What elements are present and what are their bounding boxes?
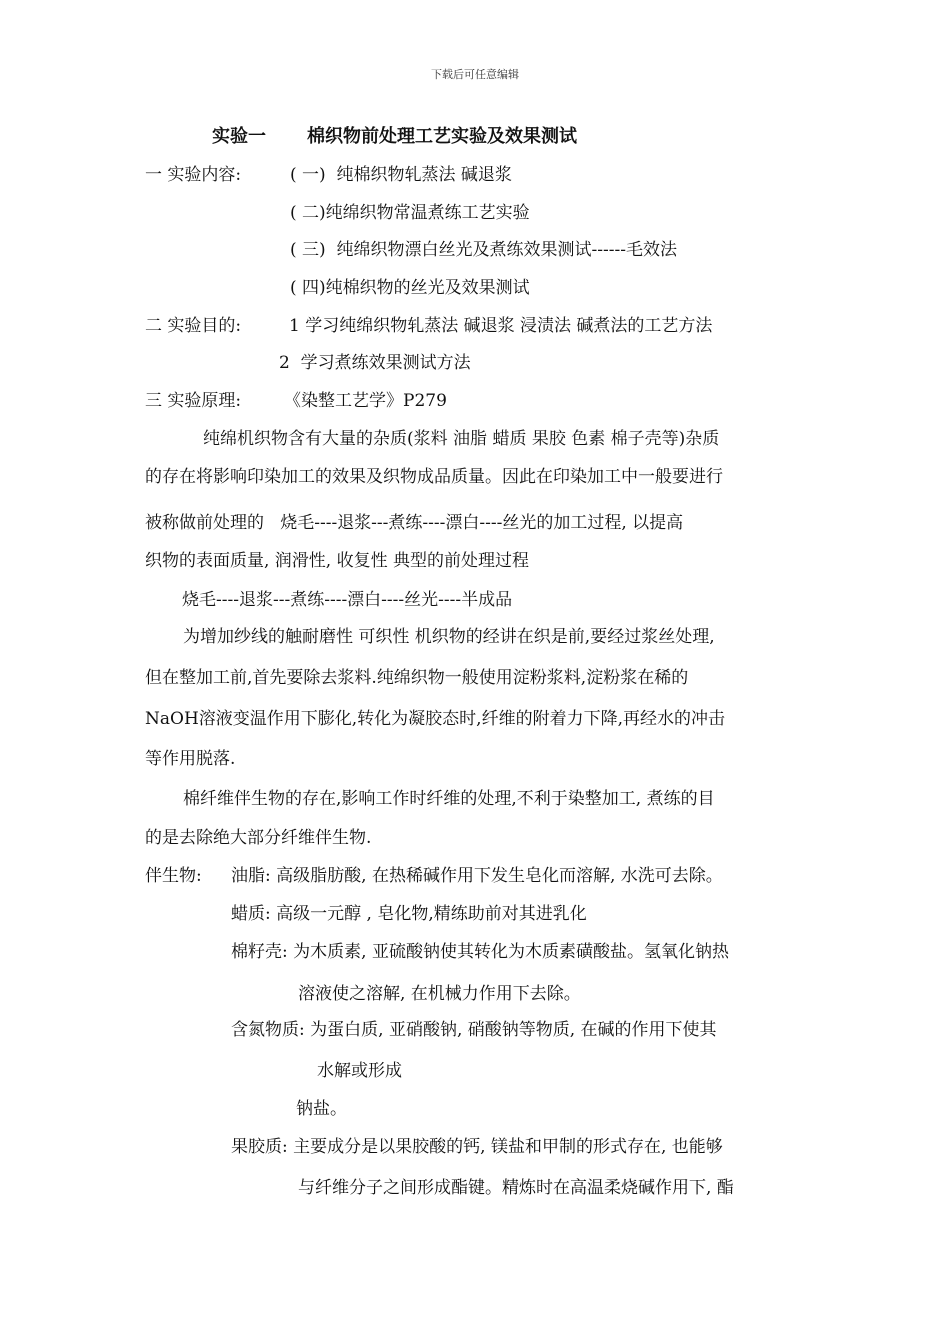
paragraph-line: 的是去除绝大部分纤维伴生物. <box>145 828 372 848</box>
paragraph-line: 纯绵机织物含有大量的杂质(浆料 油脂 蜡质 果胶 色素 棉子壳等)杂质 <box>203 429 720 449</box>
content-item: ( 四)纯棉织物的丝光及效果测试 <box>290 278 530 298</box>
paragraph-line: 被称做前处理的 烧毛----退浆---煮练----漂白----丝光的加工过程, 以提高 <box>145 513 684 533</box>
title-number: 实验一 <box>212 126 266 147</box>
paragraph-line: 等作用脱落. <box>145 749 236 769</box>
page-title: 棉织物前处理工艺实验及效果测试 <box>307 126 577 147</box>
content-item: ( 二)纯绵织物常温煮练工艺实验 <box>290 203 530 223</box>
byproduct-pectin: 果胶质: 主要成分是以果胶酸的钙, 镁盐和甲制的形式存在, 也能够 <box>231 1137 723 1157</box>
purpose-item: 1 学习纯绵织物轧蒸法 碱退浆 浸渍法 碱煮法的工艺方法 <box>289 316 713 336</box>
byproduct-shell-cont: 溶液使之溶解, 在机械力作用下去除。 <box>298 984 581 1004</box>
paragraph-line: 棉纤维伴生物的存在,影响工作时纤维的处理,不利于染整加工, 煮练的目 <box>183 789 715 809</box>
byproduct-nitrogen: 含氮物质: 为蛋白质, 亚硝酸钠, 硝酸钠等物质, 在碱的作用下使其 <box>231 1020 717 1040</box>
paragraph-line: NaOH溶液变温作用下膨化,转化为凝胶态时,纤维的附着力下降,再经水的冲击 <box>145 709 725 729</box>
paragraph-line: 但在整加工前,首先要除去浆料.纯绵织物一般使用淀粉浆料,淀粉浆在稀的 <box>145 668 689 688</box>
byproduct-shell: 棉籽壳: 为木质素, 亚硫酸钠使其转化为木质素磺酸盐。氢氧化钠热 <box>231 942 729 962</box>
section-principle-label: 三 实验原理: <box>145 391 242 411</box>
paragraph-line: 的存在将影响印染加工的效果及织物成品质量。因此在印染加工中一般要进行 <box>145 467 723 487</box>
byproduct-nitrogen-cont: 水解或形成 <box>317 1061 402 1081</box>
content-item: ( 三) 纯绵织物漂白丝光及煮练效果测试------毛效法 <box>290 240 677 260</box>
byproduct-oil: 油脂: 高级脂肪酸, 在热稀碱作用下发生皂化而溶解, 水洗可去除。 <box>231 866 723 886</box>
byproduct-wax: 蜡质: 高级一元醇 , 皂化物,精练助前对其进乳化 <box>231 904 587 924</box>
byproducts-label: 伴生物: <box>145 866 202 886</box>
paragraph-line: 为增加纱线的触耐磨性 可织性 机织物的经讲在织是前,要经过浆丝处理, <box>183 627 715 647</box>
paragraph-line: 织物的表面质量, 润滑性, 收复性 典型的前处理过程 <box>145 551 530 571</box>
section-purpose-label: 二 实验目的: <box>145 316 242 336</box>
process-flow: 烧毛----退浆---煮练----漂白----丝光----半成品 <box>182 590 513 610</box>
byproduct-pectin-cont: 与纤维分子之间形成酯键。精炼时在高温柔烧碱作用下, 酯 <box>298 1178 734 1198</box>
content-item: ( 一) 纯棉织物轧蒸法 碱退浆 <box>290 165 512 185</box>
purpose-item: 2 学习煮练效果测试方法 <box>279 353 471 373</box>
byproduct-nitrogen-cont: 钠盐。 <box>296 1099 347 1119</box>
page-header: 下载后可任意编辑 <box>431 68 519 81</box>
principle-reference: 《染整工艺学》P279 <box>284 391 447 411</box>
section-content-label: 一 实验内容: <box>145 165 242 185</box>
